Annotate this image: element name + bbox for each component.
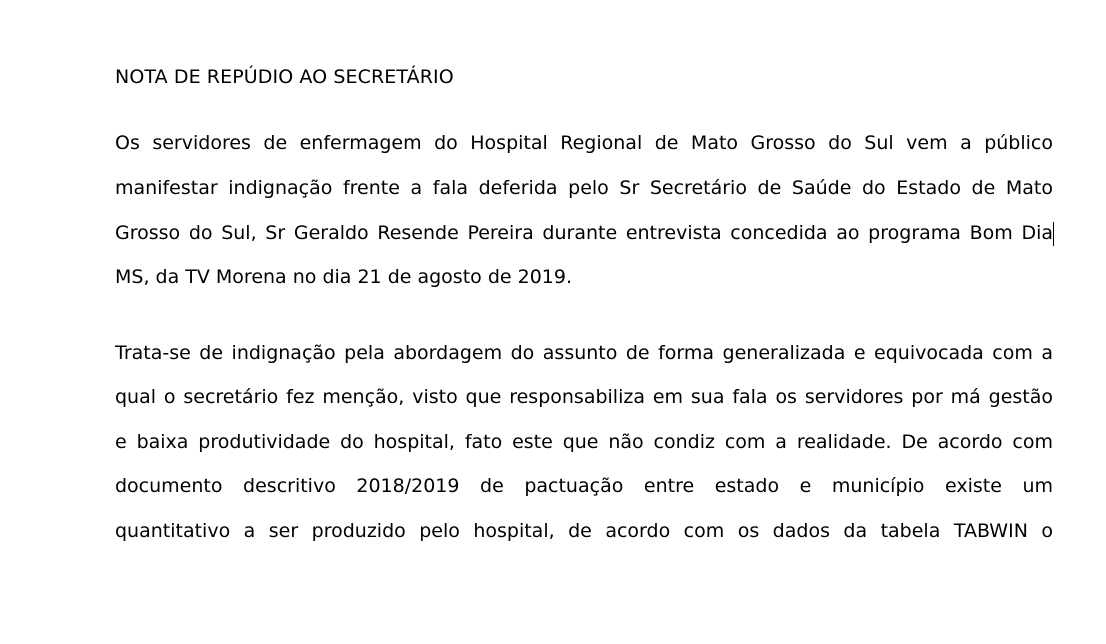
paragraph-1-line-2: manifestar indignação frente a fala deferida pelo Sr Secretário de Saúde do Estado de Mato [115,177,1053,199]
text-cursor [1053,222,1054,246]
paragraph-2-line-2: qual o secretário fez menção, visto que responsabiliza em sua fala os servidores por má gestão [115,386,1053,408]
document-title: NOTA DE REPÚDIO AO SECRETÁRIO [115,66,454,88]
paragraph-2-line-5: quantitativo a ser produzido pelo hospital, de acordo com os dados da tabela TABWIN o [115,520,1053,542]
paragraph-2-line-1: Trata-se de indignação pela abordagem do assunto de forma generalizada e equivocada com a [115,342,1053,364]
paragraph-1-line-3: Grosso do Sul, Sr Geraldo Resende Pereira durante entrevista concedida ao programa Bom Dia [115,222,1053,244]
paragraph-1-line-4: MS, da TV Morena no dia 21 de agosto de 2019. [115,266,573,288]
paragraph-2-line-3: e baixa produtividade do hospital, fato este que não condiz com a realidade. De acordo com [115,431,1053,453]
paragraph-1-line-1: Os servidores de enfermagem do Hospital Regional de Mato Grosso do Sul vem a público [115,132,1053,154]
paragraph-2-line-4: documento descritivo 2018/2019 de pactuação entre estado e município existe um [115,475,1053,497]
